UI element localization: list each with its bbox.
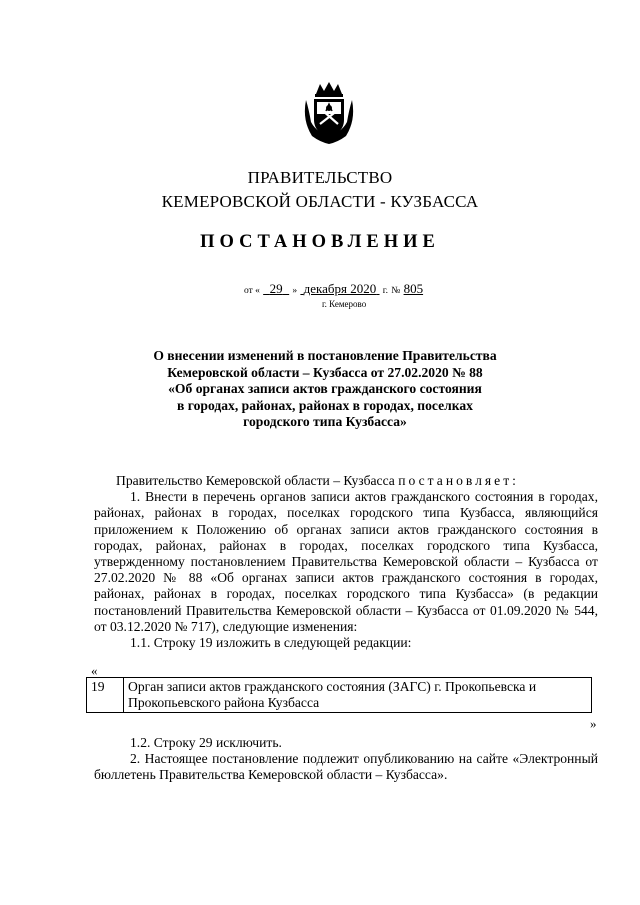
subject-line: в городах, районах, районах в городах, поселках — [177, 397, 473, 413]
subject-line: Кемеровской области – Кузбасса от 27.02.2020 № 88 — [167, 364, 483, 380]
document-body-tail — [94, 735, 598, 784]
replacement-row-table — [86, 677, 592, 713]
dateline-number-sign: № — [391, 286, 401, 296]
subject-line: городского типа Кузбасса» — [243, 414, 407, 429]
resolves-word: постановляет: — [398, 473, 519, 488]
dateline-close-quote: » — [292, 286, 298, 296]
paragraph-1-2: 1.2. Строку 29 исключить. — [130, 735, 282, 750]
dateline-from: от « — [244, 286, 260, 296]
dateline-number: 805 — [403, 281, 424, 296]
subject-line: О внесении изменений в постановление Правительства — [153, 348, 497, 363]
dateline — [244, 281, 423, 297]
dateline-year-abbr: г. — [382, 286, 388, 296]
row-text: Орган записи актов гражданского состояния (ЗАГС) г. Прокопьевска и Прокопьевского района Кузбасса — [124, 678, 592, 713]
paragraph-1-1: 1.1. Строку 19 изложить в следующей редакции: — [130, 635, 412, 651]
dateline-month-year: декабря 2020 — [303, 281, 377, 296]
table-row — [87, 678, 592, 713]
quote-close: » — [590, 716, 597, 731]
dateline-city: г. Кемерово — [322, 299, 367, 309]
document-subject — [60, 348, 590, 431]
kuzbass-coat-of-arms-icon — [302, 80, 356, 146]
subject-line: «Об органах записи актов гражданского состояния — [168, 381, 482, 396]
intro-paragraph: Правительство Кемеровской области – Кузбасса постановляет: — [116, 473, 519, 488]
government-name-line1: ПРАВИТЕЛЬСТВО — [247, 168, 393, 187]
document-type-title: ПОСТАНОВЛЕНИЕ — [200, 232, 440, 252]
paragraph-2: 2. Настоящее постановление подлежит опубликованию на сайте «Электронный бюллетень Правительства Кемеровской области – Кузбасса». — [94, 751, 598, 783]
row-number: 19 — [87, 678, 124, 713]
paragraph-1: 1. Внести в перечень органов записи актов гражданского состояния в городах, районах, районах в городах, поселках городского типа Кузбасса, являющийся приложением к Положению об органах записи актов гражданского состояния в городах, районах, районах в городах, поселках городского типа Кузбасса, утвержденному постановлением Правительства Кемеровской области – Кузбасса от 27.02.2020 № 88 «Об органах записи актов гражданского состояния в городах, районах, районах в городах, поселках городского типа Кузбасса» (в редакции постановлений Правительства Кемеровской области – Кузбасса от 01.09.2020 № 544, от 03.12.2020 № 717), следующие изменения: — [94, 489, 598, 634]
government-name-line2: КЕМЕРОВСКОЙ ОБЛАСТИ - КУЗБАССА — [161, 192, 479, 211]
quote-open: « — [91, 663, 98, 678]
dateline-day: 29 — [269, 281, 283, 296]
document-body — [94, 473, 598, 651]
